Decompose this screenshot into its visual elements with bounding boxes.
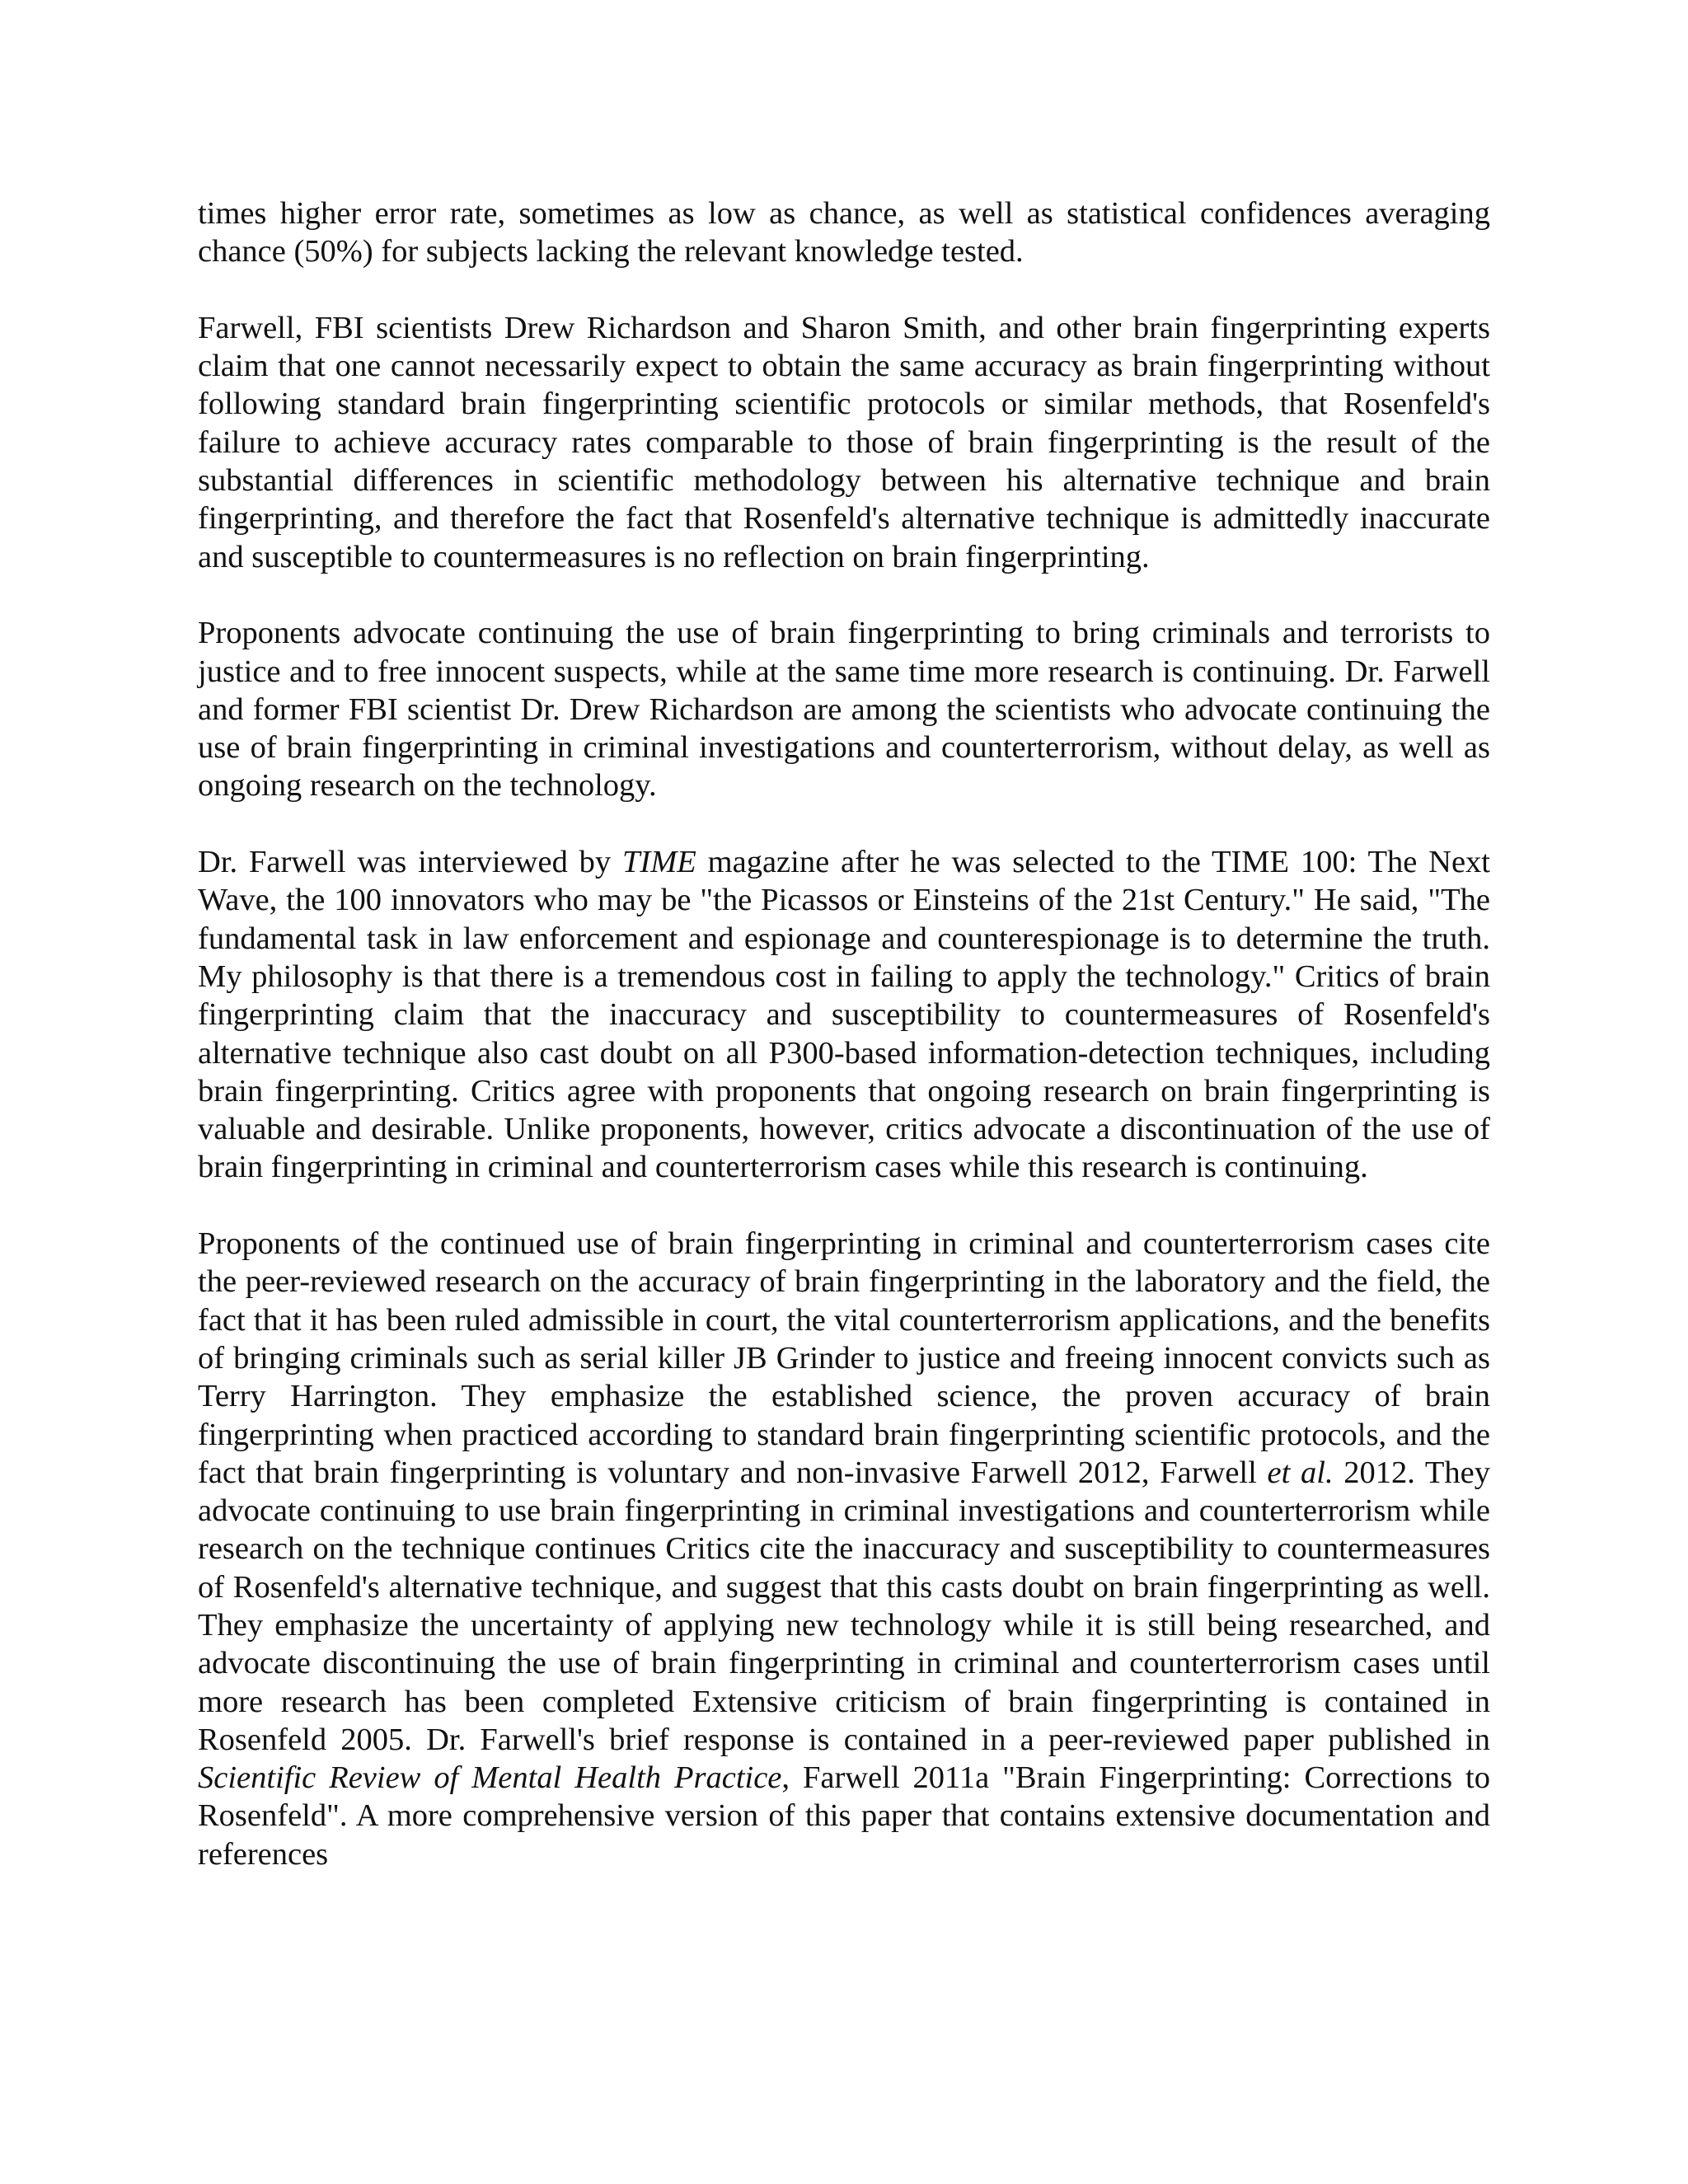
paragraph-text: times higher error rate, sometimes as low as chance, as well as statistical confidences averaging chance (50%) for subjects lacking the relevant knowledge tested. <box>198 196 1490 269</box>
paragraph-text: 2012. They advocate continuing to use brain fingerprinting in criminal investigations and counterterrorism while research on the technique continues Critics cite the inaccuracy and susceptibility to countermeasures of Rosenfeld's alternative technique, and suggest that this casts doubt on brain fingerprinting as well. They emphasize the uncertainty of applying new technology while it is still being researched, and advocate discontinuing the use of brain fingerprinting in criminal and counterterrorism cases until more research has been completed Extensive criticism of brain fingerprinting is contained in Rosenfeld 2005. Dr. Farwell's brief response is contained in a peer-reviewed paper published in <box>198 1455 1490 1757</box>
paragraph <box>198 843 1490 1187</box>
italic-citation: et al. <box>1267 1455 1334 1490</box>
paragraph-text: magazine after he was selected to the TIME 100: The Next Wave, the 100 innovators who may be "the Picassos or Einsteins of the 21st Century." He said, "The fundamental task in law enforcement and espionage and counterespionage is to determine the truth. My philosophy is that there is a tremendous cost in failing to apply the technology." Critics of brain fingerprinting claim that the inaccuracy and susceptibility to countermeasures of Rosenfeld's alternative technique also cast doubt on all P300-based information-detection techniques, including brain fingerprinting. Critics agree with proponents that ongoing research on brain fingerprinting is valuable and desirable. Unlike proponents, however, critics advocate a discontinuation of the use of brain fingerprinting in criminal and counterterrorism cases while this research is continuing. <box>198 845 1490 1185</box>
paragraph <box>198 614 1490 804</box>
paragraph-text: Dr. Farwell was interviewed by <box>198 845 622 880</box>
document-page <box>198 194 1490 1873</box>
italic-journal-name: Scientific Review of Mental Health Practice <box>198 1760 782 1796</box>
paragraph-text: Proponents of the continued use of brain fingerprinting in criminal and counterterrorism cases cite the peer-reviewed research on the accuracy of brain fingerprinting in the laboratory and the field, the fact that it has been ruled admissible in court, the vital counterterrorism applications, and the benefits of bringing criminals such as serial killer JB Grinder to justice and freeing innocent convicts such as Terry Harrington. They emphasize the established science, the proven accuracy of brain fingerprinting when practiced according to standard brain fingerprinting scientific protocols, and the fact that brain fingerprinting is voluntary and non-invasive Farwell 2012, Farwell <box>198 1226 1490 1490</box>
paragraph-text: Farwell, FBI scientists Drew Richardson and Sharon Smith, and other brain fingerprinting experts claim that one cannot necessarily expect to obtain the same accuracy as brain fingerprinting without following standard brain fingerprinting scientific protocols or similar methods, that Rosenfeld's failure to achieve accuracy rates comparable to those of brain fingerprinting is the result of the substantial differences in scientific methodology between his alternative technique and brain fingerprinting, and therefore the fact that Rosenfeld's alternative technique is admittedly inaccurate and susceptible to countermeasures is no reflection on brain fingerprinting. <box>198 310 1490 574</box>
paragraph <box>198 194 1490 271</box>
italic-publication-name: TIME <box>622 845 696 880</box>
paragraph <box>198 309 1490 576</box>
paragraph <box>198 1225 1490 1873</box>
paragraph-text: Proponents advocate continuing the use of brain fingerprinting to bring criminals and terrorists to justice and to free innocent suspects, while at the same time more research is continuing. Dr. Farwell and former FBI scientist Dr. Drew Richardson are among the scientists who advocate continuing the use of brain fingerprinting in criminal investigations and counterterrorism, without delay, as well as ongoing research on the technology. <box>198 616 1490 804</box>
paragraph-text: , Farwell 2011a "Brain Fingerprinting: Corrections to Rosenfeld". A more comprehensive version of this paper that contains extensive documentation and references <box>198 1760 1490 1872</box>
